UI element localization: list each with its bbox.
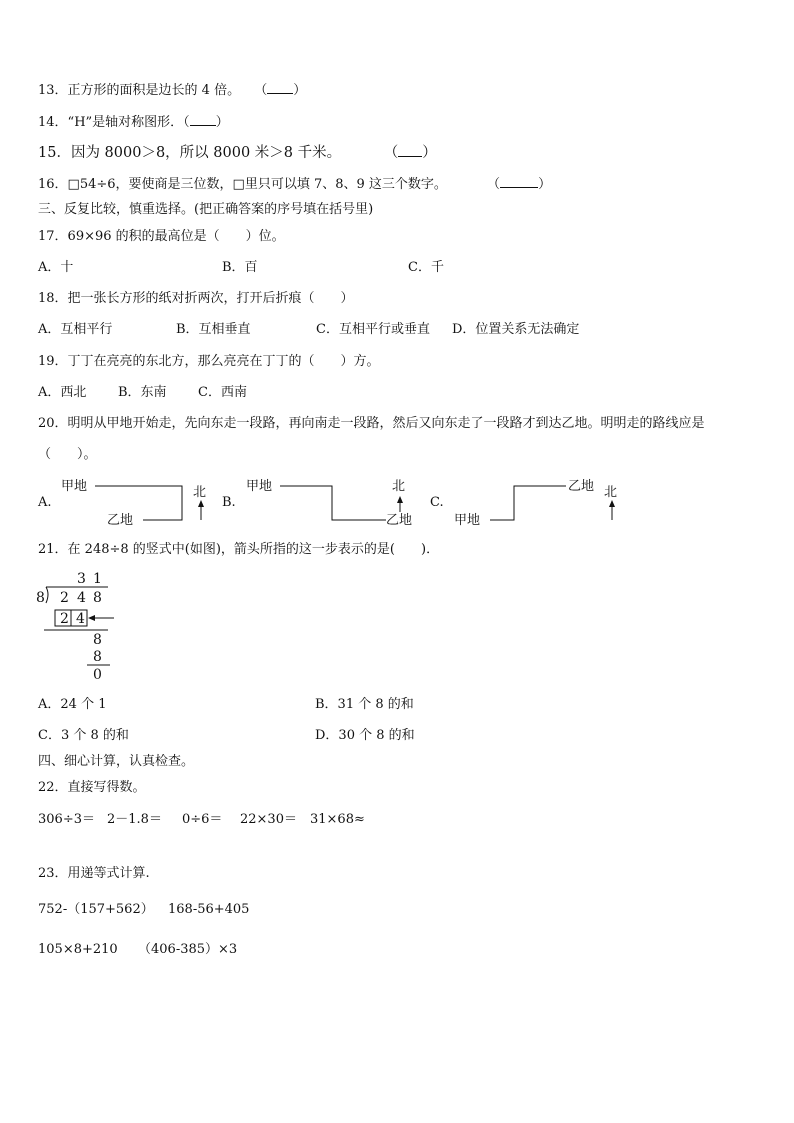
q20-option-c-label[interactable]: C. xyxy=(430,495,444,510)
q21-option-a[interactable]: A．24 个 1 xyxy=(38,697,107,712)
q17-option-c[interactable]: C．千 xyxy=(408,260,444,275)
paren-open: （ xyxy=(487,177,501,192)
north-label: 北 xyxy=(392,479,406,494)
paren-close: ） xyxy=(293,83,307,98)
north-arrowhead-icon xyxy=(198,500,204,507)
q22-item: 0÷6＝ xyxy=(182,812,223,827)
north-label: 北 xyxy=(193,485,207,500)
answer-blank[interactable] xyxy=(398,145,422,157)
dividend-digit: 8 xyxy=(93,590,102,606)
quotient-digit: 3 xyxy=(77,571,86,587)
question-19: 19．丁丁在亮亮的东北方，那么亮亮在丁丁的（ ）方。 xyxy=(38,354,380,369)
q18-option-d[interactable]: D．位置关系无法确定 xyxy=(452,322,580,337)
q17-option-b[interactable]: B．百 xyxy=(222,260,258,275)
paren-open: （ xyxy=(183,115,190,130)
q23-item: 105×8+210 xyxy=(38,942,118,957)
q18-option-c[interactable]: C．互相平行或垂直 xyxy=(316,322,430,337)
north-arrowhead-icon xyxy=(609,500,615,507)
q21-option-c[interactable]: C．3 个 8 的和 xyxy=(38,728,129,743)
question-20-cont: （ ）。 xyxy=(38,447,97,462)
end-label: 乙地 xyxy=(568,479,595,494)
question-13 xyxy=(38,82,306,99)
divisor: 8 xyxy=(36,590,45,606)
q22-item: 2－1.8＝ xyxy=(107,812,162,827)
question-21: 21．在 248÷8 的竖式中(如图)，箭头所指的这一步表示的是( )． xyxy=(38,542,440,557)
q19-option-b[interactable]: B．东南 xyxy=(118,385,167,400)
long-division-figure xyxy=(32,566,122,686)
q20-route-a xyxy=(55,474,215,530)
q21-option-b[interactable]: B．31 个 8 的和 xyxy=(315,697,414,712)
question-22: 22．直接写得数。 xyxy=(38,780,146,795)
q18-option-a[interactable]: A．互相平行 xyxy=(38,322,113,337)
q20-route-b xyxy=(244,474,424,530)
route-line xyxy=(490,486,566,520)
question-text: 14．“H”是轴对称图形． xyxy=(38,115,184,130)
q19-option-c[interactable]: C．西南 xyxy=(198,385,247,400)
question-18: 18．把一张长方形的纸对折两次，打开后折痕（ ） xyxy=(38,291,354,306)
step-digit: 8 xyxy=(93,649,102,665)
question-text: 15．因为 8000＞8，所以 8000 米＞8 千米。 xyxy=(38,145,342,161)
dividend-digit: 2 xyxy=(60,590,69,606)
section-3-heading: 三、反复比较，慎重选择。(把正确答案的序号填在括号里) xyxy=(38,202,374,217)
remainder: 0 xyxy=(93,667,102,683)
start-label: 甲地 xyxy=(454,513,481,528)
step-digit: 4 xyxy=(76,611,85,627)
question-16 xyxy=(38,176,551,193)
q17-option-a[interactable]: A．十 xyxy=(38,260,74,275)
q20-option-b-label[interactable]: B. xyxy=(222,495,236,510)
q19-option-a[interactable]: A．西北 xyxy=(38,385,87,400)
question-text: 13．正方形的面积是边长的 4 倍。 xyxy=(38,83,241,98)
q22-item: 306÷3＝ xyxy=(38,812,95,827)
question-17: 17．69×96 的积的最高位是（ ）位。 xyxy=(38,229,285,244)
quotient-digit: 1 xyxy=(93,571,102,587)
q18-option-b[interactable]: B．互相垂直 xyxy=(176,322,251,337)
answer-blank[interactable] xyxy=(267,82,293,94)
question-23: 23．用递等式计算. xyxy=(38,866,150,881)
end-label: 乙地 xyxy=(107,513,134,528)
answer-blank[interactable] xyxy=(190,114,216,126)
division-bracket xyxy=(46,587,48,603)
question-14 xyxy=(38,114,229,131)
q21-option-d[interactable]: D．30 个 8 的和 xyxy=(315,728,415,743)
pointer-arrowhead-icon xyxy=(88,615,95,621)
question-20: 20．明明从甲地开始走，先向东走一段路，再向南走一段路，然后又向东走了一段路才到达乙地。明明走的路线应是 xyxy=(38,416,705,431)
q20-option-a-label[interactable]: A. xyxy=(38,495,52,510)
q22-item: 22×30＝ xyxy=(240,812,297,827)
q23-item: 752-（157+562） xyxy=(38,902,154,917)
end-label: 乙地 xyxy=(386,513,413,528)
route-line xyxy=(280,486,386,520)
paren-close: ） xyxy=(422,145,437,161)
step-digit: 2 xyxy=(60,611,69,627)
start-label: 甲地 xyxy=(246,479,273,494)
answer-blank[interactable] xyxy=(500,176,538,188)
start-label: 甲地 xyxy=(61,479,88,494)
paren-close: ） xyxy=(538,177,552,192)
q23-item: （406-385）×3 xyxy=(138,942,238,957)
north-arrowhead-icon xyxy=(397,496,403,503)
question-15 xyxy=(38,145,437,161)
dividend-digit: 4 xyxy=(77,590,86,606)
question-text: 16．□54÷6，要使商是三位数，□里只可以填 7、8、9 这三个数字。 xyxy=(38,177,447,192)
partial-remainder: 8 xyxy=(93,632,102,648)
q22-item: 31×68≈ xyxy=(310,812,365,827)
paren-open: （ xyxy=(383,145,399,161)
section-4-heading: 四、细心计算，认真检查。 xyxy=(38,754,195,769)
q20-route-c xyxy=(452,474,632,530)
q23-item: 168-56+405 xyxy=(168,902,250,917)
paren-open: （ xyxy=(254,83,268,98)
north-label: 北 xyxy=(604,485,618,500)
paren-close: ） xyxy=(215,115,229,130)
